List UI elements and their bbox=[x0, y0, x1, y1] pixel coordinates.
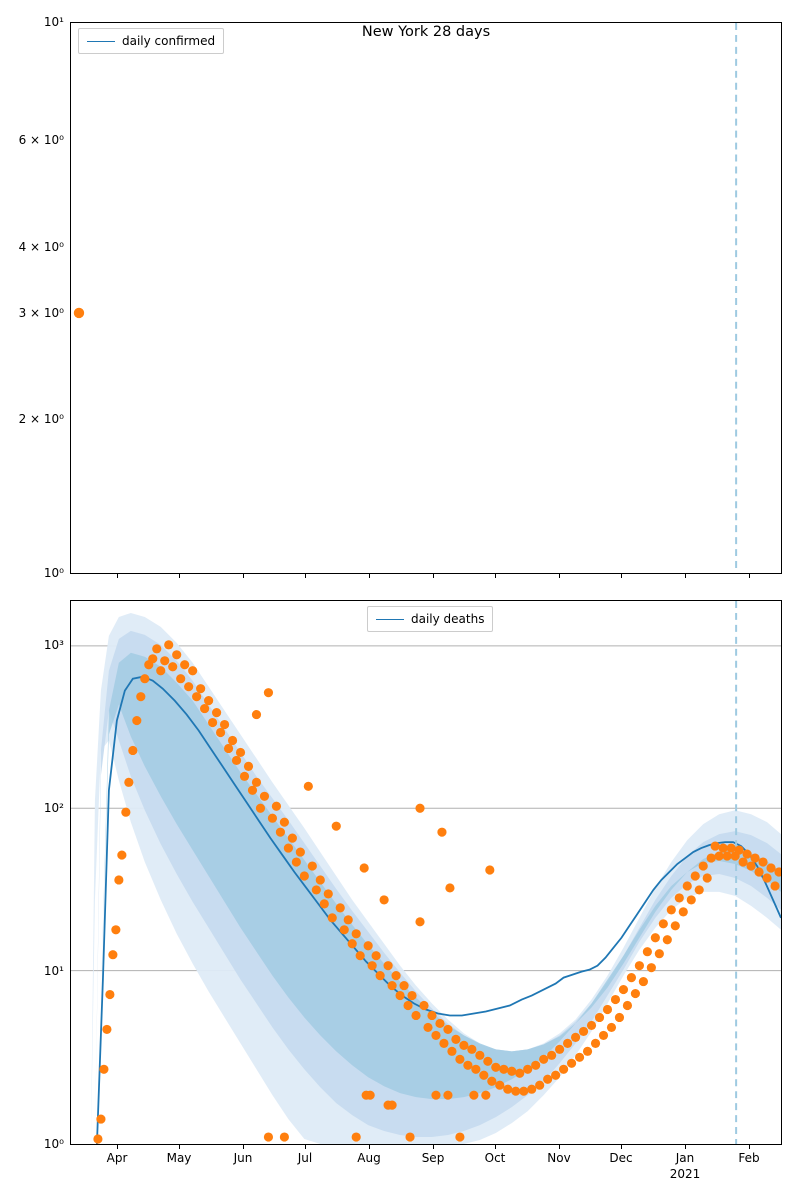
plot-area-deaths bbox=[71, 601, 781, 1144]
x-tick-label: Jun bbox=[233, 1151, 253, 1165]
x-tick-label: Jan bbox=[675, 1151, 695, 1165]
y-tick-label: 10³ bbox=[43, 638, 64, 652]
x-tick-label: Dec bbox=[609, 1151, 633, 1165]
x-axis-year-label: 2021 bbox=[669, 1167, 701, 1181]
data-point bbox=[74, 308, 84, 318]
y-tick-label: 10¹ bbox=[43, 15, 64, 29]
x-tick-label: Sep bbox=[421, 1151, 445, 1165]
y-axis-deaths bbox=[0, 600, 64, 1151]
page-title: New York 28 days bbox=[361, 24, 491, 40]
y-tick-label: 10² bbox=[43, 801, 64, 815]
x-tick-label: Aug bbox=[357, 1151, 381, 1165]
x-tick-label: Oct bbox=[484, 1151, 506, 1165]
deaths-plot-svg bbox=[71, 601, 781, 1144]
y-tick-label: 6 × 10⁰ bbox=[18, 133, 64, 147]
y-tick-label: 2 × 10⁰ bbox=[18, 412, 64, 426]
x-tick-label: Jul bbox=[297, 1151, 313, 1165]
y-axis-confirmed bbox=[0, 15, 64, 580]
chart-panel-deaths bbox=[70, 600, 782, 1145]
x-tick-label: Apr bbox=[106, 1151, 128, 1165]
y-tick-label: 10¹ bbox=[43, 964, 64, 978]
y-tick-label: 10⁰ bbox=[43, 1137, 64, 1151]
x-tick-label: Nov bbox=[547, 1151, 571, 1165]
legend-deaths bbox=[367, 606, 493, 632]
confirmed-plot-svg bbox=[71, 23, 781, 573]
legend-line-icon bbox=[87, 41, 115, 42]
y-tick-label: 10⁰ bbox=[43, 566, 64, 580]
x-tick-label: Feb bbox=[738, 1151, 760, 1165]
y-tick-label: 3 × 10⁰ bbox=[18, 306, 64, 320]
x-tick-label: May bbox=[166, 1151, 192, 1165]
legend-label: daily confirmed bbox=[122, 34, 216, 48]
y-tick-label: 4 × 10⁰ bbox=[18, 240, 64, 254]
chart-panel-confirmed bbox=[70, 22, 782, 574]
x-axis-deaths bbox=[70, 1145, 782, 1185]
legend-label: daily deaths bbox=[411, 612, 485, 626]
legend-line-icon bbox=[376, 619, 404, 620]
legend-confirmed bbox=[78, 28, 224, 54]
plot-area-confirmed bbox=[71, 23, 781, 573]
